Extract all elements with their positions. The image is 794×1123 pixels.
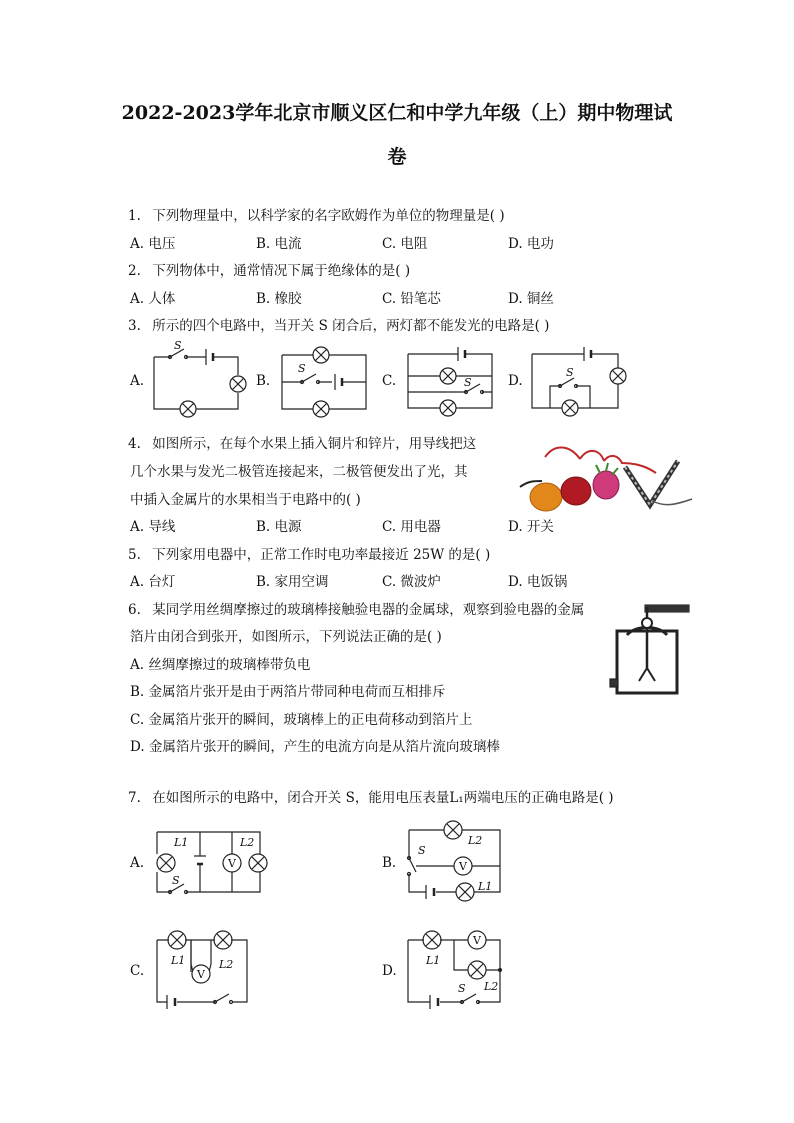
lamp-l2-label: L2 [219,958,234,971]
circuit-diagram-7c [153,928,253,1014]
question-text: 下列物体中，通常情况下属于绝缘体的是( ) [152,263,411,279]
circuit-diagram-3d [530,346,630,412]
question-text-line1: 如图所示，在每个水果上插入铜片和锌片，用导线把这 [152,436,477,452]
option-d[interactable]: D. 电饭锅 [508,574,568,590]
switch-label: S [566,366,574,379]
option-b[interactable]: B. 电流 [256,236,302,252]
circuit-diagram-3b [280,346,370,412]
question-5 [128,543,490,563]
question-2 [128,259,410,279]
question-number: 6. [128,602,141,618]
option-c[interactable]: C. 铅笔芯 [382,291,441,307]
question-text-line2: 箔片由闭合到张开，如图所示，下列说法正确的是( ) [130,629,442,645]
lamp-l1-label: L1 [174,836,189,849]
question-1 [128,204,505,224]
switch-label: S [464,376,472,389]
switch-label: S [174,339,182,352]
page-title-line2: 卷 [387,146,407,168]
option-d[interactable]: D. 铜丝 [508,291,554,307]
question-number: 1. [128,208,141,224]
circuit-diagram-3c [404,346,496,412]
circuit-diagram-3a [150,339,245,415]
question-number: 7. [128,790,141,806]
switch-label: S [172,874,180,887]
electroscope-image [605,603,695,698]
page-title-line1: 2022-2023学年北京市顺义区仁和中学九年级（上）期中物理试 [121,102,673,124]
switch-label: S [458,982,466,995]
option-c[interactable]: C. 电阻 [382,236,428,252]
option-a[interactable]: A. 丝绸摩擦过的玻璃棒带负电 [130,657,311,673]
lamp-l1-label: L1 [478,880,493,893]
question-text: 下列家用电器中，正常工作时电功率最接近 25W 的是( ) [152,547,491,563]
option-a[interactable]: A. 电压 [130,236,176,252]
option-b[interactable]: B. [256,373,271,389]
option-a[interactable]: A. 导线 [130,519,176,535]
lamp-l2-label: L2 [484,980,499,993]
option-c[interactable]: C. [382,373,397,389]
voltmeter-label: V [197,968,205,981]
option-a[interactable]: A. [130,373,145,389]
option-a[interactable]: A. 台灯 [130,574,176,590]
option-d[interactable]: D. [508,373,523,389]
option-d[interactable]: D. 电功 [508,236,554,252]
question-text: 下列物理量中，以科学家的名字欧姆作为单位的物理量是( ) [152,208,505,224]
question-number: 3. [128,318,141,334]
circuit-diagram-7a [152,828,272,896]
option-b[interactable]: B. 电源 [256,519,302,535]
circuit-diagram-7d [404,928,508,1014]
option-a[interactable]: A. [130,855,145,871]
option-b[interactable]: B. [382,855,397,871]
voltmeter-label: V [228,857,236,870]
lamp-l1-label: L1 [426,954,441,967]
option-d[interactable]: D. 开关 [508,519,554,535]
question-number: 5. [128,547,141,563]
option-c[interactable]: C. 金属箔片张开的瞬间，玻璃棒上的正电荷移动到箔片上 [130,712,473,728]
voltmeter-label: V [459,860,467,873]
switch-label: S [298,362,306,375]
lamp-l2-label: L2 [468,834,483,847]
option-c[interactable]: C. 微波炉 [382,574,441,590]
question-6 [128,598,584,618]
circuit-diagram-7b [404,818,504,908]
question-text-line1: 某同学用丝绸摩擦过的玻璃棒接触验电器的金属球，观察到验电器的金属 [152,602,585,618]
option-c[interactable]: C. [130,963,145,979]
question-text-line2: 几个水果与发光二极管连接起来，二极管便发出了光，其 [130,464,468,480]
question-number: 4. [128,436,141,452]
question-3 [128,314,549,334]
lamp-l1-label: L1 [171,954,186,967]
question-text-line3: 中插入金属片的水果相当于电路中的( ) [130,492,361,508]
fruit-battery-image [500,435,695,515]
question-text: 所示的四个电路中，当开关 S 闭合后，两灯都不能发光的电路是( ) [152,318,550,334]
option-b[interactable]: B. 家用空调 [256,574,329,590]
question-text: 在如图所示的电路中，闭合开关 S，能用电压表量L₁两端电压的正确电路是( ) [152,790,614,806]
option-a[interactable]: A. 人体 [130,291,176,307]
option-d[interactable]: D. [382,963,397,979]
question-number: 2. [128,263,141,279]
option-b[interactable]: B. 橡胶 [256,291,302,307]
option-c[interactable]: C. 用电器 [382,519,441,535]
question-7 [128,786,614,806]
option-d[interactable]: D. 金属箔片张开的瞬间，产生的电流方向是从箔片流向玻璃棒 [130,739,500,755]
option-b[interactable]: B. 金属箔片张开是由于两箔片带同种电荷而互相排斥 [130,684,446,700]
voltmeter-label: V [473,934,481,947]
switch-label: S [418,844,426,857]
question-4 [128,432,476,452]
lamp-l2-label: L2 [240,836,255,849]
